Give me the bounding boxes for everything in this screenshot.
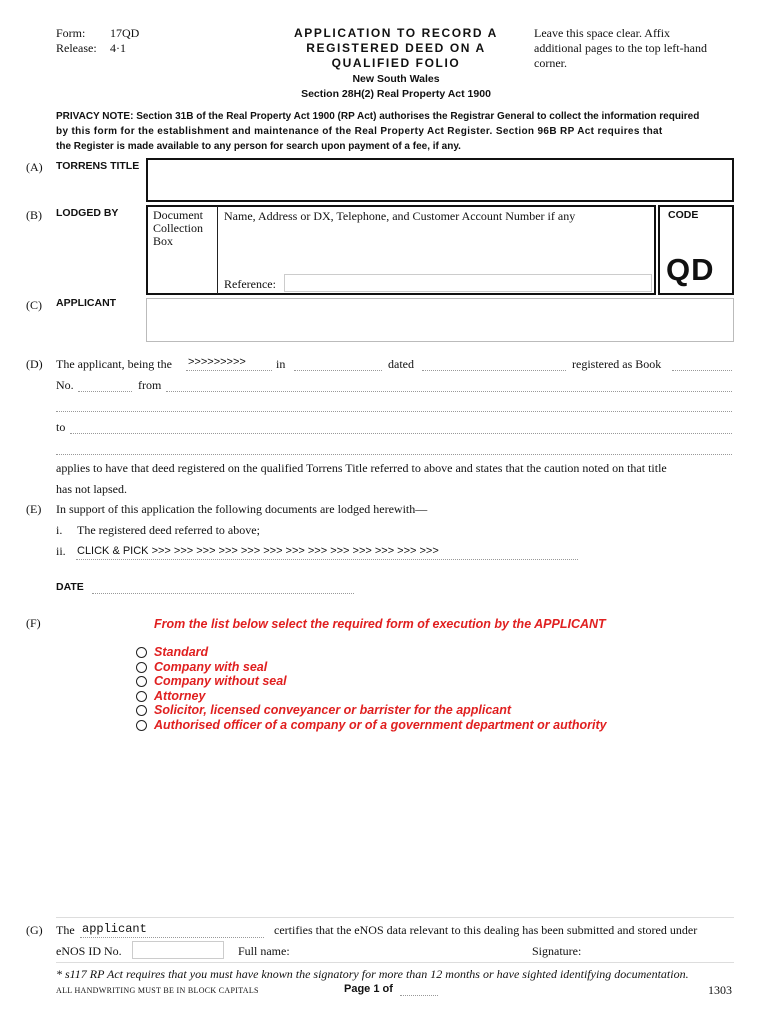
dated-label: dated: [388, 357, 414, 371]
doc-box-divider: [217, 206, 218, 294]
statement-line-1: applies to have that deed registered on the qualified Torrens Title referred to above and states that the caution noted on that title: [56, 461, 667, 475]
supporting-docs-intro: In support of this application the following documents are lodged herewith—: [56, 502, 428, 516]
jurisdiction: New South Wales: [352, 73, 440, 85]
option-standard: Standard: [154, 645, 209, 659]
from-label: from: [138, 378, 162, 392]
doc-box-line-3: Box: [153, 234, 174, 248]
from-field-line-2[interactable]: [56, 411, 732, 412]
lodged-by-label: LODGED BY: [56, 207, 119, 219]
full-name-label: Full name:: [238, 944, 290, 958]
page-label: Page 1 of: [344, 983, 393, 995]
radio-standard[interactable]: [136, 647, 147, 658]
section-g-top-rule: [56, 917, 734, 918]
section-g-letter: (G): [26, 923, 43, 937]
certifies-text: certifies that the eNOS data relevant to this dealing has been submitted and stored under: [274, 923, 698, 937]
section-b-letter: (B): [26, 208, 42, 222]
title-line-1: APPLICATION TO RECORD A: [294, 26, 498, 40]
release-label: Release:: [56, 41, 97, 55]
book-label: registered as Book: [572, 357, 662, 371]
s117-footnote: * s117 RP Act requires that you must have known the signatory for more than 12 months or have sighted identifying documentation.: [56, 967, 689, 981]
dated-field[interactable]: [422, 370, 566, 371]
date-field[interactable]: [92, 593, 354, 594]
statement-line-2: has not lapsed.: [56, 482, 127, 496]
enos-id-label: eNOS ID No.: [56, 944, 122, 958]
clear-space-note: [534, 26, 707, 71]
item-1-text: The registered deed referred to above;: [77, 523, 260, 537]
title-line-3: QUALIFIED FOLIO: [331, 56, 461, 70]
to-field-line-2[interactable]: [56, 454, 732, 455]
section-e-letter: (E): [26, 502, 42, 516]
torrens-title-label: TORRENS TITLE: [56, 160, 140, 172]
in-label: in: [276, 357, 286, 371]
page-total-field[interactable]: [400, 995, 438, 996]
option-attorney: Attorney: [154, 689, 206, 703]
note-line-3: corner.: [534, 56, 567, 70]
privacy-note: [56, 109, 736, 154]
section-g-bottom-rule: [56, 962, 734, 963]
act-section: Section 28H(2) Real Property Act 1900: [301, 88, 491, 100]
reference-input[interactable]: [284, 274, 652, 292]
radio-solicitor[interactable]: [136, 705, 147, 716]
item-2-underline: [76, 559, 578, 560]
radio-authorised-officer[interactable]: [136, 720, 147, 731]
applicant-label: APPLICANT: [56, 297, 117, 309]
privacy-line-3: the Register is made available to any person for search upon payment of a fee, if any.: [56, 141, 461, 152]
form-title: [272, 26, 520, 71]
applicant-being-label: The applicant, being the: [56, 357, 172, 371]
no-label: No.: [56, 378, 74, 392]
radio-company-with-seal[interactable]: [136, 662, 147, 673]
doc-box-line-1: Document: [153, 208, 203, 222]
to-field-line-1[interactable]: [70, 433, 732, 434]
release-number: 4·1: [110, 41, 126, 55]
enos-id-input[interactable]: [132, 941, 224, 959]
option-authorised-officer: Authorised officer of a company or of a government department or authority: [154, 718, 607, 732]
form-number: 17QD: [110, 26, 140, 40]
role-underline: [186, 370, 272, 371]
no-field[interactable]: [78, 391, 132, 392]
date-label: DATE: [56, 581, 84, 593]
reference-label: Reference:: [224, 277, 276, 291]
click-and-pick-dropdown[interactable]: CLICK & PICK >>> >>> >>> >>> >>> >>> >>> >>> >>> >>> >>> >>> >>>: [77, 545, 439, 557]
section-f-letter: (F): [26, 616, 41, 630]
code-label: CODE: [668, 209, 699, 221]
torrens-title-field[interactable]: [146, 158, 734, 202]
document-collection-box-label: [153, 209, 203, 248]
execution-instruction: From the list below select the required form of execution by the APPLICANT: [154, 617, 606, 631]
privacy-line-2: by this form for the establishment and maintenance of the Real Property Act Register. Section 96B RP Act requires that: [56, 126, 663, 137]
certifier-role-underline: [80, 937, 264, 938]
privacy-line-1: PRIVACY NOTE: Section 31B of the Real Property Act 1900 (RP Act) authorises the Registrar General to collect the information required: [56, 111, 700, 122]
option-solicitor: Solicitor, licensed conveyancer or barrister for the applicant: [154, 703, 512, 717]
to-label: to: [56, 420, 66, 434]
doc-box-line-2: Collection: [153, 221, 203, 235]
book-field[interactable]: [672, 370, 732, 371]
option-company-without-seal: Company without seal: [154, 674, 287, 688]
option-company-with-seal: Company with seal: [154, 660, 268, 674]
title-line-2: REGISTERED DEED ON A: [306, 41, 486, 55]
the-label: The: [56, 923, 75, 937]
section-d-letter: (D): [26, 357, 43, 371]
item-2-number: ii.: [56, 544, 66, 558]
lodger-details-label: Name, Address or DX, Telephone, and Customer Account Number if any: [224, 209, 576, 223]
block-capitals-note: ALL HANDWRITING MUST BE IN BLOCK CAPITALS: [56, 986, 259, 995]
form-label: Form:: [56, 26, 86, 40]
radio-company-without-seal[interactable]: [136, 676, 147, 687]
note-line-2: additional pages to the top left-hand: [534, 41, 707, 55]
item-1-number: i.: [56, 523, 63, 537]
in-field[interactable]: [294, 370, 382, 371]
signature-label: Signature:: [532, 944, 582, 958]
form-code: 1303: [708, 983, 732, 997]
applicant-field[interactable]: [146, 298, 734, 342]
from-field-line-1[interactable]: [166, 391, 732, 392]
radio-attorney[interactable]: [136, 691, 147, 702]
section-c-letter: (C): [26, 298, 42, 312]
certifier-role-dropdown[interactable]: applicant: [82, 922, 147, 936]
note-line-1: Leave this space clear. Affix: [534, 26, 671, 40]
code-value: QD: [666, 252, 715, 287]
section-a-letter: (A): [26, 160, 43, 174]
applicant-role-dropdown[interactable]: >>>>>>>>>: [188, 356, 246, 368]
